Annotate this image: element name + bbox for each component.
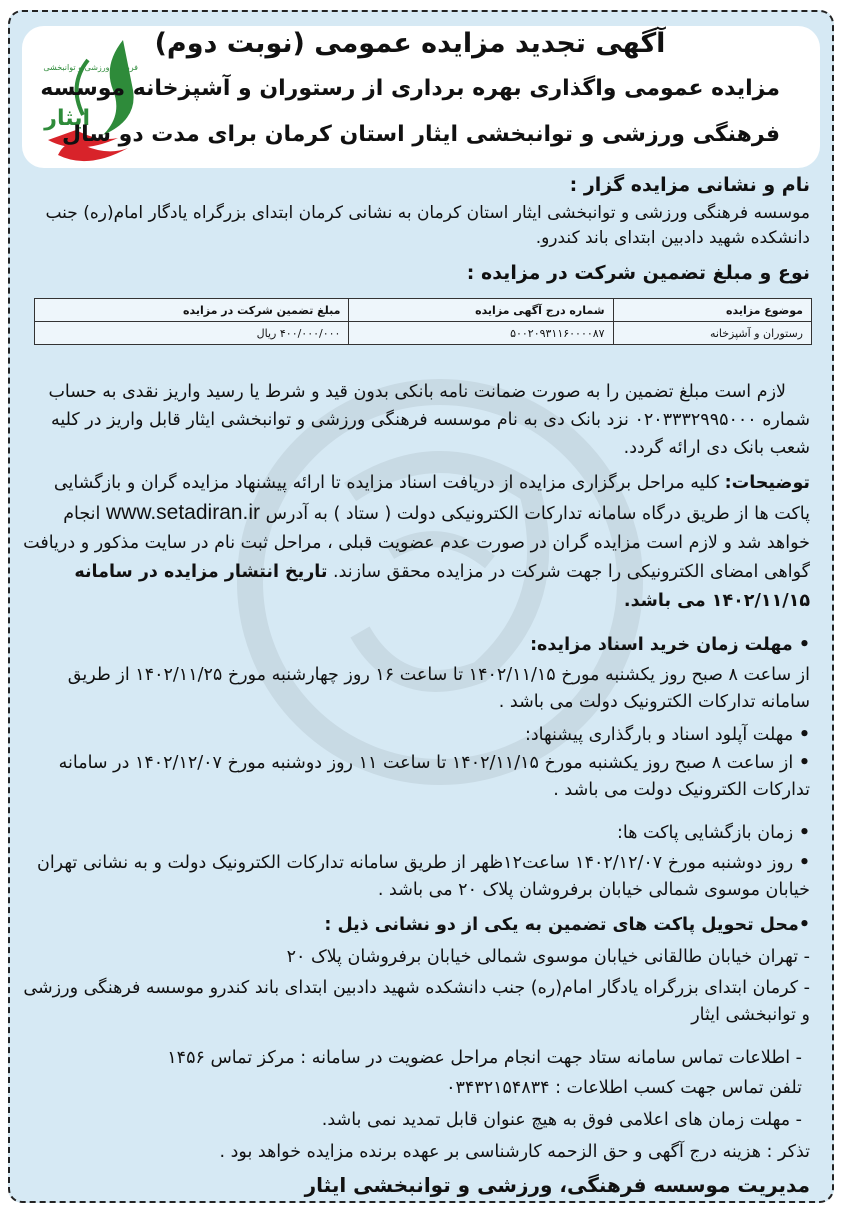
delivery-address-tehran: - تهران خیابان طالقانی خیابان موسوی شمالی خیابان برفروشان پلاک ۲۰ bbox=[286, 947, 810, 967]
table-cell-notice-number: ۵۰۰۲۰۹۳۱۱۶۰۰۰۰۸۷ bbox=[349, 322, 613, 345]
upload-title: مهلت آپلود اسناد و بارگذاری پیشنهاد: bbox=[524, 725, 794, 745]
table-header-notice-number: شماره درج آگهی مزایده bbox=[349, 299, 613, 322]
bullet-icon: • bbox=[798, 915, 810, 935]
organizer-address: موسسه فرهنگی ورزشی و توانبخشی ایثار استان کرمان به نشانی کرمان ابتدای بزرگراه یادگار امام(ره) جنب دانشکده شهید دادبین ابتدای باند کندرو. bbox=[45, 203, 810, 248]
description-label: توضیحات: bbox=[724, 473, 810, 493]
doc-purchase-heading bbox=[20, 632, 810, 659]
table-header-row bbox=[35, 299, 812, 322]
deposit-heading: نوع و مبلغ تضمین شرکت در مزایده : bbox=[466, 262, 810, 284]
signature: مدیریت موسسه فرهنگی، ورزشی و توانبخشی ایثار bbox=[304, 1173, 810, 1197]
table-cell-deposit-amount: ۴۰۰/۰۰۰/۰۰۰ ریال bbox=[35, 322, 349, 345]
table-cell-subject: رستوران و آشپزخانه bbox=[613, 322, 811, 345]
doc-purchase-text: از ساعت ۸ صبح روز یکشنبه مورخ ۱۴۰۲/۱۱/۱۵ تا ساعت ۱۶ روز چهارشنبه مورخ ۱۴۰۲/۱۱/۲۵ از طریق سامانه تدارکات الکترونیک دولت می باشد . bbox=[67, 665, 810, 712]
bullet-icon: • bbox=[798, 753, 810, 773]
description-part1: کلیه مراحل برگزاری مزایده از دریافت اسناد مزایده تا ارائه پیشنهاد مزایده گران و بازگشایی پاکت ها از طریق درگاه سامانه تدارکات الکترونیکی دولت ( ستاد ) به آدرس bbox=[53, 473, 810, 524]
delivery-heading bbox=[20, 912, 810, 939]
table-row bbox=[35, 322, 812, 345]
deposit-table bbox=[34, 298, 812, 345]
deposit-instructions: لازم است مبلغ تضمین را به صورت ضمانت نامه بانکی بدون قید و شرط یا رسید واریز نقدی به حساب شماره ۰۲۰۳۳۳۲۹۹۵۰۰۰ نزد بانک دی به نام موسسه فرهنگی ورزشی و توانبخشی ایثار قابل واریز در کلیه شعب بانک دی ارائه گردد. bbox=[48, 382, 810, 458]
organizer-heading: نام و نشانی مزایده گزار : bbox=[569, 174, 810, 196]
description-part2: انجام خواهد شد و لازم است مزایده گران در صورت عدم عضویت قبلی ، مراحل ثبت نام در سایت مذکور و دریافت گواهی امضای الکترونیکی را جهت شرکت در مزایده محقق سازند. bbox=[23, 504, 810, 582]
opening-title: زمان بازگشایی پاکت ها: bbox=[616, 823, 794, 843]
opening-heading bbox=[20, 820, 810, 847]
bullet-icon: • bbox=[798, 725, 810, 745]
note-deadline: - مهلت زمان های اعلامی فوق به هیچ عنوان قابل تمدید نمی باشد. bbox=[321, 1110, 802, 1130]
doc-purchase-title: مهلت زمان خرید اسناد مزایده: bbox=[530, 635, 793, 655]
delivery-title: محل تحویل پاکت های تضمین به یکی از دو نشانی ذیل : bbox=[324, 915, 799, 935]
bullet-icon: • bbox=[798, 853, 810, 873]
delivery-address-kerman: - کرمان ابتدای بزرگراه یادگار امام(ره) جنب دانشکده شهید دادبین ابتدای باند کندرو موسسه فرهنگی ورزشی و توانبخشی ایثار bbox=[23, 978, 810, 1025]
notice-subtitle-line2: فرهنگی ورزشی و توانبخشی ایثار استان کرمان برای مدت دو سال bbox=[62, 122, 780, 147]
bullet-icon: • bbox=[798, 635, 810, 655]
upload-text-body: از ساعت ۸ صبح روز یکشنبه مورخ ۱۴۰۲/۱۱/۱۵ تا ساعت ۱۱ روز دوشنبه مورخ ۱۴۰۲/۱۲/۰۷ در سامانه تدارکات الکترونیک دولت می باشد . bbox=[58, 753, 810, 800]
publish-date: تاریخ انتشار مزایده در سامانه ۱۴۰۲/۱۱/۱۵ می باشد. bbox=[74, 562, 810, 611]
contact-setad: - اطلاعات تماس سامانه ستاد جهت انجام مراحل عضویت در سامانه : مرکز تماس ۱۴۵۶ bbox=[167, 1048, 802, 1068]
notice-frame bbox=[8, 10, 834, 1203]
note-costs: تذکر : هزینه درج آگهی و حق الزحمه کارشناسی بر عهده برنده مزایده خواهد بود . bbox=[219, 1142, 810, 1162]
table-header-subject: موضوع مزایده bbox=[613, 299, 811, 322]
notice-subtitle-line1: مزایده عمومی واگذاری بهره برداری از رستوران و آشپزخانه موسسه bbox=[40, 76, 780, 101]
header-banner bbox=[22, 26, 820, 168]
notice-title: آگهی تجدید مزایده عمومی (نوبت دوم) bbox=[154, 28, 666, 59]
contact-phone: تلفن تماس جهت کسب اطلاعات : ۰۳۴۳۲۱۵۴۸۳۴ bbox=[446, 1078, 802, 1098]
opening-text bbox=[20, 850, 810, 904]
upload-heading bbox=[20, 722, 810, 749]
bullet-icon: • bbox=[798, 823, 810, 843]
logo-text: ایثار bbox=[44, 106, 90, 131]
description-paragraph bbox=[20, 469, 810, 616]
opening-text-body: روز دوشنبه مورخ ۱۴۰۲/۱۲/۰۷ ساعت۱۲ظهر از طریق سامانه تدارکات الکترونیک دولت و به نشانی تهران خیابان موسوی شمالی خیابان برفروشان پلاک ۲۰ می باشد . bbox=[36, 853, 810, 900]
upload-text bbox=[20, 750, 810, 804]
table-header-deposit-amount: مبلغ تضمین شرکت در مزایده bbox=[35, 299, 349, 322]
logo-curve-text: فرهنگی ورزشی و توانبخشی bbox=[43, 63, 138, 72]
setad-website-link[interactable]: www.setadiran.ir bbox=[106, 501, 261, 524]
